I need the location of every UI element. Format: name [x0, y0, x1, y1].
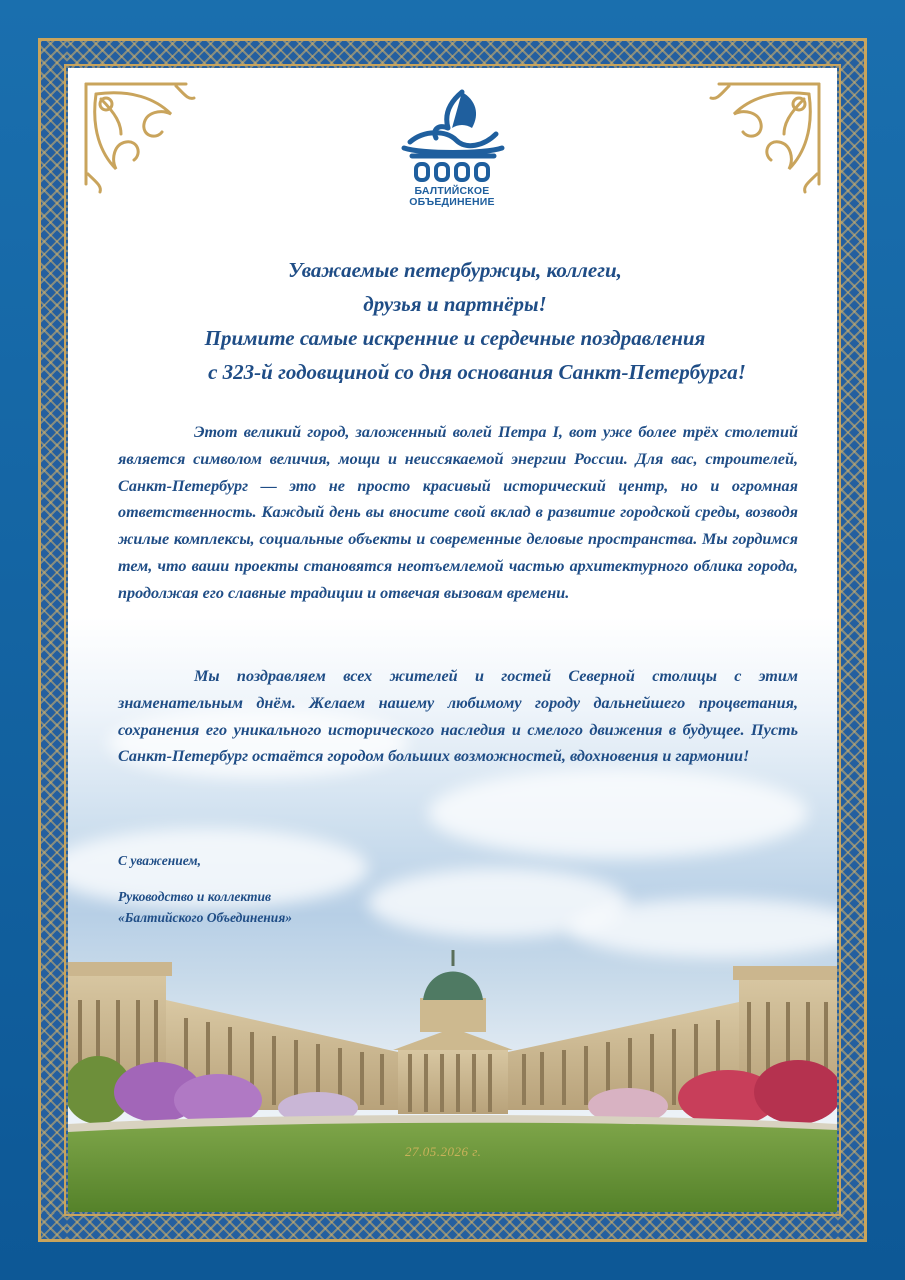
corner-ornament-top-left — [76, 74, 206, 204]
body-paragraph-2: Мы поздравляем всех жителей и гостей Северной столицы с этим знаменательным днём. Желаем нашему любимому городу дальнейшего процветания, сохранения его уникального исторического наследия и смелого движения в будущее. Пусть Санкт-Петербург остаётся городом больших возможностей, вдохновения и гармонии! — [118, 667, 798, 766]
greeting-heading — [160, 253, 810, 389]
logo-caption-line-2: ОБЪЕДИНЕНИЕ — [409, 196, 495, 208]
signoff-regards: С уважением, — [118, 853, 202, 868]
signoff-line-1: Руководство и коллектив — [118, 889, 272, 904]
body-paragraph-1: Этот великий город, заложенный волей Петра I, вот уже более трёх столетий является символом величия, мощи и неиссякаемой энергии России. Для вас, строителей, Санкт-Петербург — это не просто красивый исторический центр, но и огромная ответственность. Каждый день вы вносите свой вклад в развитие городской среды, возводя жилые комплексы, социальные объекты и современные деловые пространства. Мы гордимся тем, что ваши проекты становятся неотъемлемой частью архитектурного облика города, продолжая его славные традиции и отвечая вызовам времени. — [118, 423, 798, 602]
cloud — [428, 768, 808, 858]
heading-line-2: друзья и партнёры! — [363, 292, 547, 316]
signoff-line-2: «Балтийского Объединения» — [118, 910, 293, 925]
letter-date: 27.05.2026 г. — [405, 1144, 482, 1159]
logo-caption-line-1: БАЛТИЙСКОЕ — [414, 185, 490, 197]
logo-caption — [385, 186, 519, 208]
heading-line-3: Примите самые искренние и сердечные поздравления — [204, 326, 706, 350]
cathedral-scene-image — [68, 940, 837, 1212]
drum — [420, 998, 486, 1032]
heading-line-4: с 323-й годовщиной со дня основания Санкт-Петербурга! — [208, 360, 746, 384]
corner-ornament-top-right — [699, 74, 829, 204]
heading-line-1: Уважаемые петербуржцы, коллеги, — [288, 258, 622, 282]
lawn — [68, 1119, 837, 1212]
signoff-signature — [118, 886, 292, 928]
dome — [423, 972, 483, 1001]
